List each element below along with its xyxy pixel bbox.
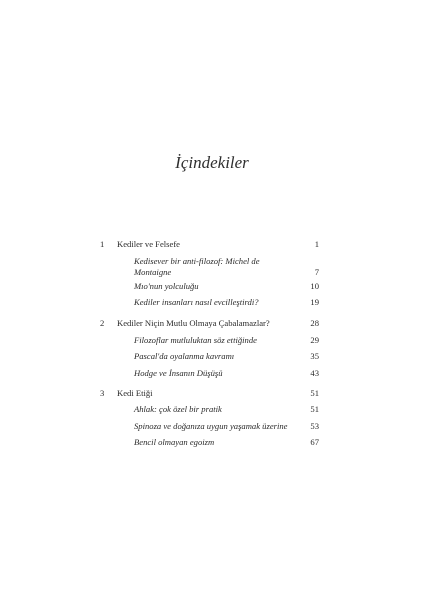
section-title: Filozoflar mutluluktan söz ettiğinde (134, 335, 257, 345)
page-number: 67 (310, 437, 319, 447)
chapter-number: 2 (100, 318, 105, 328)
section-title: Mıo'nun yolculuğu (134, 281, 199, 291)
page-number: 1 (314, 239, 319, 249)
page-number: 53 (310, 421, 319, 431)
section-title: Kedisever bir anti-filozof: Michel de (134, 256, 260, 266)
page-number: 28 (310, 318, 319, 328)
toc-title: İçindekiler (175, 153, 249, 172)
page-number: 43 (310, 368, 319, 378)
section-title: Bencil olmayan egoizm (134, 437, 215, 447)
section-title: Spinoza ve doğanıza uygun yaşamak üzerine (134, 421, 288, 431)
page-number: 51 (310, 404, 319, 414)
page-number: 10 (310, 281, 319, 291)
page-number: 29 (310, 335, 319, 345)
chapter-number: 3 (100, 388, 105, 398)
page-number: 19 (310, 297, 319, 307)
section-title: Ahlak: çok özel bir pratik (134, 404, 222, 414)
section-title: Pascal'da oyalanma kavramı (134, 351, 235, 361)
chapter-title: Kediler Niçin Mutlu Olmaya Çabalamazlar? (117, 318, 270, 328)
chapter-title: Kediler ve Felsefe (117, 239, 180, 249)
section-title: Hodge ve İnsanın Düşüşü (134, 368, 223, 378)
chapter-title: Kedi Etiği (117, 388, 153, 398)
page-number: 35 (310, 351, 319, 361)
section-title: Kediler insanları nasıl evcilleştirdi? (134, 297, 259, 307)
page-number: 7 (314, 267, 319, 277)
page-number: 51 (310, 388, 319, 398)
section-title-line2: Montaigne (134, 267, 172, 277)
chapter-number: 1 (100, 239, 105, 249)
